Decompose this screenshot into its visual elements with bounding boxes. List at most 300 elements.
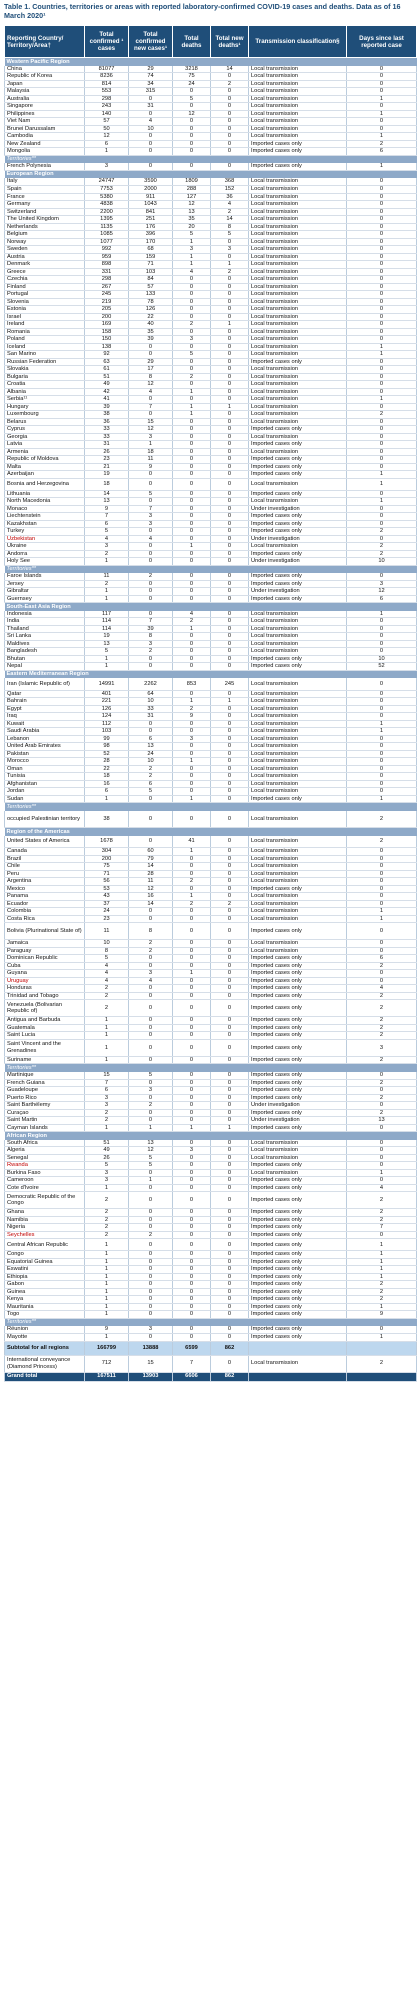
- cell-days: 1: [347, 795, 417, 803]
- cell-days: 0: [347, 1177, 417, 1185]
- cell-new-cases: 29: [129, 358, 173, 366]
- cell-total-cases: 11: [85, 923, 129, 940]
- cell-new-deaths: 0: [211, 456, 249, 464]
- cell-transmission: Local transmission: [249, 855, 347, 863]
- table-body: [5, 58, 417, 1382]
- cell-new-cases: 0: [129, 655, 173, 663]
- cell-total-deaths: 0: [173, 306, 211, 314]
- cell-days: 0: [347, 535, 417, 543]
- cell-country: Viet Nam: [5, 118, 85, 126]
- cell-total-cases: 33: [85, 433, 129, 441]
- cell-total-deaths: 41: [173, 836, 211, 848]
- cell-new-deaths: 2: [211, 900, 249, 908]
- cell-total-deaths: 2: [173, 900, 211, 908]
- cell-new-cases: 68: [129, 246, 173, 254]
- cell-country: Austria: [5, 253, 85, 261]
- cell-new-deaths: 2: [211, 80, 249, 88]
- cell-days: 0: [347, 1102, 417, 1110]
- cell-country: Saudi Arabia: [5, 728, 85, 736]
- cell-days: 1: [347, 1239, 417, 1251]
- cell-new-deaths: 0: [211, 1281, 249, 1289]
- cell-total-deaths: 0: [173, 328, 211, 336]
- cell-new-cases: 2: [129, 940, 173, 948]
- cell-new-cases: 0: [129, 95, 173, 103]
- table-row: [5, 1056, 417, 1064]
- cell-transmission: Local transmission: [249, 208, 347, 216]
- table-row: [5, 253, 417, 261]
- table-row: [5, 1079, 417, 1087]
- cell-new-deaths: 0: [211, 328, 249, 336]
- cell-days: 0: [347, 788, 417, 796]
- cell-transmission: Local transmission: [249, 418, 347, 426]
- cell-new-deaths: 0: [211, 238, 249, 246]
- cell-days: 0: [347, 640, 417, 648]
- cell-total-deaths: 1: [173, 893, 211, 901]
- cell-new-deaths: 0: [211, 573, 249, 580]
- cell-new-deaths: 0: [211, 1147, 249, 1155]
- table-row: [5, 373, 417, 381]
- cell-total-deaths: 0: [173, 580, 211, 588]
- cell-total-deaths: 0: [173, 923, 211, 940]
- cell-total-cases: 18: [85, 478, 129, 490]
- cell-total-cases: 12: [85, 133, 129, 141]
- cell-new-deaths: 0: [211, 962, 249, 970]
- region-header-row: [5, 670, 417, 678]
- cell-total-deaths: 0: [173, 118, 211, 126]
- cell-total-deaths: 288: [173, 186, 211, 194]
- cell-new-cases: 33: [129, 705, 173, 713]
- cell-country: Indonesia: [5, 611, 85, 618]
- cell-transmission: Imported cases only: [249, 970, 347, 978]
- table-row: [5, 1154, 417, 1162]
- cell-days: 0: [347, 758, 417, 766]
- cell-transmission: Under investigation: [249, 1117, 347, 1125]
- cell-new-deaths: 0: [211, 947, 249, 955]
- table-row: [5, 513, 417, 521]
- cell-new-cases: 0: [129, 588, 173, 596]
- cell-transmission: Imported cases only: [249, 513, 347, 521]
- cell-country: Liechtenstein: [5, 513, 85, 521]
- table-row: [5, 403, 417, 411]
- cell-days: 0: [347, 463, 417, 471]
- territories-header-row: [5, 803, 417, 811]
- table-row: [5, 1209, 417, 1217]
- cell-days: 0: [347, 418, 417, 426]
- cell-total-deaths: 0: [173, 283, 211, 291]
- cell-country: Canada: [5, 848, 85, 856]
- cell-transmission: Under investigation: [249, 505, 347, 513]
- cell-country: New Zealand: [5, 140, 85, 148]
- cell-new-cases: 78: [129, 298, 173, 306]
- cell-new-deaths: 14: [211, 66, 249, 73]
- table-row: [5, 1000, 417, 1017]
- cell-total-cases: 2: [85, 1000, 129, 1017]
- cell-country: Uruguay: [5, 977, 85, 985]
- table-row: [5, 1087, 417, 1095]
- region-name: Western Pacific Region: [5, 58, 417, 66]
- cell-country: Togo: [5, 1311, 85, 1319]
- cell-total-cases: 9: [85, 505, 129, 513]
- cell-new-cases: 0: [129, 343, 173, 351]
- cell-total-cases: 41: [85, 396, 129, 404]
- cell-total-cases: 1: [85, 1281, 129, 1289]
- table-row: [5, 336, 417, 344]
- cell-total-cases: 126: [85, 705, 129, 713]
- cell-total-cases: 42: [85, 388, 129, 396]
- cell-country: Sweden: [5, 246, 85, 254]
- cell-days: 0: [347, 441, 417, 449]
- cell-total-deaths: 20: [173, 223, 211, 231]
- cell-country: Holy See: [5, 558, 85, 566]
- cell-new-deaths: 0: [211, 418, 249, 426]
- cell-total-deaths: 0: [173, 811, 211, 828]
- cell-new-cases: 0: [129, 411, 173, 419]
- cell-country: France: [5, 193, 85, 201]
- table-row: [5, 351, 417, 359]
- cell-new-cases: 5: [129, 788, 173, 796]
- cell-new-cases: 13: [129, 1140, 173, 1147]
- cell-transmission: Local transmission: [249, 343, 347, 351]
- cell-days: 2: [347, 411, 417, 419]
- cell-new-cases: 0: [129, 140, 173, 148]
- cell-new-cases: 841: [129, 208, 173, 216]
- cell-new-deaths: 0: [211, 811, 249, 828]
- cell-total-cases: 1: [85, 663, 129, 671]
- cell-new-deaths: 0: [211, 1024, 249, 1032]
- table-row: [5, 1281, 417, 1289]
- cell-country: Serbia¹¹: [5, 396, 85, 404]
- cell-total-deaths: 0: [173, 962, 211, 970]
- cell-total-deaths: 1: [173, 698, 211, 706]
- cell-days: 0: [347, 947, 417, 955]
- cell-country: Faroe Islands: [5, 573, 85, 580]
- cell-new-cases: 57: [129, 283, 173, 291]
- cell-transmission: Imported cases only: [249, 1109, 347, 1117]
- cell-transmission: Local transmission: [249, 231, 347, 239]
- table-row: [5, 947, 417, 955]
- cell-country: Slovakia: [5, 366, 85, 374]
- subtotal-row: [5, 1341, 417, 1355]
- cell-country: Argentina: [5, 878, 85, 886]
- cell-total-cases: 23: [85, 915, 129, 923]
- cell-total-cases: 166799: [85, 1341, 129, 1355]
- cell-transmission: Imported cases only: [249, 1281, 347, 1289]
- cell-new-deaths: 0: [211, 1094, 249, 1102]
- cell-days: 52: [347, 663, 417, 671]
- cell-total-cases: 1: [85, 1017, 129, 1025]
- cell-total-cases: 245: [85, 291, 129, 299]
- cell-new-deaths: 0: [211, 970, 249, 978]
- cell-new-cases: 9: [129, 463, 173, 471]
- cell-country: Norway: [5, 238, 85, 246]
- cell-days: 6: [347, 955, 417, 963]
- cell-transmission: Local transmission: [249, 73, 347, 81]
- cell-new-cases: 5: [129, 1162, 173, 1170]
- cell-transmission: Local transmission: [249, 947, 347, 955]
- cell-transmission: Local transmission: [249, 811, 347, 828]
- cell-new-deaths: 0: [211, 915, 249, 923]
- territories-header-row: [5, 1318, 417, 1326]
- cell-country: Gabon: [5, 1281, 85, 1289]
- cell-new-cases: 74: [129, 73, 173, 81]
- cell-days: 1: [347, 728, 417, 736]
- cell-days: 0: [347, 306, 417, 314]
- cell-total-deaths: 0: [173, 528, 211, 536]
- cell-total-deaths: 0: [173, 947, 211, 955]
- cell-days: 0: [347, 456, 417, 464]
- cell-country: Malta: [5, 463, 85, 471]
- cell-days: 0: [347, 940, 417, 948]
- cell-total-deaths: 0: [173, 788, 211, 796]
- cell-new-deaths: 5: [211, 231, 249, 239]
- cell-total-deaths: 0: [173, 441, 211, 449]
- cell-days: 2: [347, 1079, 417, 1087]
- cell-new-deaths: 0: [211, 351, 249, 359]
- cell-new-deaths: 0: [211, 1326, 249, 1333]
- cell-country: Kuwait: [5, 720, 85, 728]
- cell-new-cases: 2: [129, 773, 173, 781]
- cell-days: 1: [347, 1303, 417, 1311]
- table-row: [5, 1162, 417, 1170]
- cell-country: Cote d'Ivoire: [5, 1184, 85, 1192]
- cell-total-deaths: 0: [173, 1216, 211, 1224]
- cell-country: Réunion: [5, 1326, 85, 1333]
- cell-new-deaths: 0: [211, 1192, 249, 1209]
- cell-transmission: Imported cases only: [249, 985, 347, 993]
- table-row: [5, 1266, 417, 1274]
- cell-total-deaths: 0: [173, 573, 211, 580]
- cell-total-cases: 5: [85, 648, 129, 656]
- cell-new-deaths: 152: [211, 186, 249, 194]
- cell-days: 0: [347, 505, 417, 513]
- table-row: [5, 193, 417, 201]
- cell-new-deaths: 0: [211, 992, 249, 1000]
- cell-total-cases: 51: [85, 1140, 129, 1147]
- cell-new-deaths: 0: [211, 765, 249, 773]
- cell-country: Equatorial Guinea: [5, 1258, 85, 1266]
- cell-total-deaths: 0: [173, 1017, 211, 1025]
- table-row: [5, 962, 417, 970]
- cell-total-deaths: 0: [173, 588, 211, 596]
- cell-new-deaths: 0: [211, 1079, 249, 1087]
- cell-total-cases: 31: [85, 441, 129, 449]
- cell-transmission: Local transmission: [249, 201, 347, 209]
- cell-total-cases: 1: [85, 1296, 129, 1304]
- cell-total-cases: 2: [85, 1231, 129, 1239]
- cell-total-deaths: 0: [173, 720, 211, 728]
- table-row: [5, 543, 417, 551]
- cell-new-deaths: 0: [211, 955, 249, 963]
- cell-transmission: Imported cases only: [249, 441, 347, 449]
- cell-total-cases: 75: [85, 863, 129, 871]
- cell-days: 0: [347, 178, 417, 185]
- cell-country: Bahrain: [5, 698, 85, 706]
- cell-transmission: Local transmission: [249, 261, 347, 269]
- cell-transmission: Imported cases only: [249, 977, 347, 985]
- cell-new-deaths: 0: [211, 795, 249, 803]
- cell-total-cases: 24747: [85, 178, 129, 185]
- cell-total-cases: 50: [85, 125, 129, 133]
- cell-country: Oman: [5, 765, 85, 773]
- cell-days: 7: [347, 1224, 417, 1232]
- cell-total-deaths: 9: [173, 713, 211, 721]
- cell-country: Spain: [5, 186, 85, 194]
- cell-days: [347, 1372, 417, 1381]
- cell-new-cases: 64: [129, 690, 173, 698]
- cell-total-deaths: 0: [173, 558, 211, 566]
- cell-total-cases: 959: [85, 253, 129, 261]
- cell-days: 0: [347, 870, 417, 878]
- cell-new-deaths: 0: [211, 1258, 249, 1266]
- cell-total-deaths: 0: [173, 885, 211, 893]
- cell-days: 0: [347, 433, 417, 441]
- cell-total-cases: 1: [85, 1266, 129, 1274]
- cell-new-deaths: 0: [211, 1216, 249, 1224]
- cell-days: 0: [347, 977, 417, 985]
- cell-days: 0: [347, 291, 417, 299]
- cell-new-cases: 4: [129, 388, 173, 396]
- cell-total-cases: 26: [85, 448, 129, 456]
- cell-new-deaths: 0: [211, 1334, 249, 1342]
- cell-total-deaths: 1: [173, 1124, 211, 1132]
- cell-days: 0: [347, 765, 417, 773]
- cell-days: 0: [347, 855, 417, 863]
- cell-total-deaths: 0: [173, 1224, 211, 1232]
- cell-total-deaths: 0: [173, 1102, 211, 1110]
- cell-days: 1: [347, 1169, 417, 1177]
- cell-total-deaths: 0: [173, 535, 211, 543]
- cell-new-deaths: 0: [211, 343, 249, 351]
- cell-country: Subtotal for all regions: [5, 1341, 85, 1355]
- cell-new-cases: 0: [129, 1000, 173, 1017]
- cell-new-deaths: 0: [211, 528, 249, 536]
- cell-transmission: Local transmission: [249, 366, 347, 374]
- cell-new-cases: 84: [129, 276, 173, 284]
- cell-total-deaths: 0: [173, 163, 211, 170]
- cell-new-cases: 911: [129, 193, 173, 201]
- table-row: [5, 411, 417, 419]
- cell-country: Paraguay: [5, 947, 85, 955]
- table-row: [5, 663, 417, 671]
- cell-transmission: Local transmission: [249, 381, 347, 389]
- cell-days: 0: [347, 923, 417, 940]
- cell-new-deaths: 0: [211, 1117, 249, 1125]
- table-row: [5, 140, 417, 148]
- cell-total-deaths: 0: [173, 1039, 211, 1056]
- cell-new-cases: 12: [129, 1147, 173, 1155]
- cell-total-cases: 1: [85, 558, 129, 566]
- cell-new-cases: 3590: [129, 178, 173, 185]
- cell-total-deaths: 0: [173, 633, 211, 641]
- cell-country: Saint Barthélemy: [5, 1102, 85, 1110]
- cell-country: Seychelles: [5, 1231, 85, 1239]
- cell-new-cases: 12: [129, 885, 173, 893]
- cell-new-deaths: 0: [211, 923, 249, 940]
- cell-country: Uzbekistan: [5, 535, 85, 543]
- cell-country: Egypt: [5, 705, 85, 713]
- table-row: [5, 426, 417, 434]
- table-row: [5, 690, 417, 698]
- cell-total-deaths: 0: [173, 1311, 211, 1319]
- cell-total-cases: 1: [85, 1288, 129, 1296]
- cell-total-deaths: 12: [173, 201, 211, 209]
- cell-total-cases: 28: [85, 758, 129, 766]
- cell-total-cases: 712: [85, 1355, 129, 1372]
- cell-transmission: Local transmission: [249, 900, 347, 908]
- cell-new-cases: 0: [129, 528, 173, 536]
- cell-days: 2: [347, 1216, 417, 1224]
- cell-new-deaths: 0: [211, 1109, 249, 1117]
- cell-total-cases: 43: [85, 893, 129, 901]
- cell-transmission: Imported cases only: [249, 1303, 347, 1311]
- cell-days: 1: [347, 133, 417, 141]
- cell-total-deaths: 0: [173, 1154, 211, 1162]
- grand-row: [5, 1372, 417, 1381]
- cell-new-cases: 39: [129, 625, 173, 633]
- cell-country: Romania: [5, 328, 85, 336]
- cell-transmission: Local transmission: [249, 915, 347, 923]
- cell-new-cases: 0: [129, 550, 173, 558]
- cell-days: 0: [347, 618, 417, 626]
- cell-total-cases: 992: [85, 246, 129, 254]
- cell-new-cases: 0: [129, 611, 173, 618]
- cell-total-cases: 1: [85, 588, 129, 596]
- cell-total-deaths: 0: [173, 343, 211, 351]
- cell-total-cases: 5: [85, 955, 129, 963]
- cell-new-cases: 12: [129, 381, 173, 389]
- cell-new-cases: 0: [129, 1288, 173, 1296]
- cell-total-cases: 26: [85, 1154, 129, 1162]
- cell-total-deaths: 0: [173, 396, 211, 404]
- cell-total-deaths: 0: [173, 276, 211, 284]
- cell-days: 1: [347, 1273, 417, 1281]
- cell-new-cases: 40: [129, 321, 173, 329]
- cell-new-deaths: 0: [211, 595, 249, 603]
- cell-transmission: Imported cases only: [249, 426, 347, 434]
- cell-transmission: Local transmission: [249, 478, 347, 490]
- cell-days: 0: [347, 878, 417, 886]
- cell-new-cases: 0: [129, 985, 173, 993]
- cell-days: 2: [347, 1288, 417, 1296]
- cell-country: Namibia: [5, 1216, 85, 1224]
- table-row: [5, 743, 417, 751]
- cell-new-cases: 0: [129, 1169, 173, 1177]
- cell-total-deaths: 5: [173, 231, 211, 239]
- cell-country: French Polynesia: [5, 163, 85, 170]
- cell-days: 1: [347, 1334, 417, 1342]
- cell-country: Venezuela (Bolivarian Republic of): [5, 1000, 85, 1017]
- cell-total-deaths: 0: [173, 513, 211, 521]
- cell-days: 0: [347, 520, 417, 528]
- cell-transmission: Local transmission: [249, 110, 347, 118]
- cell-days: 2: [347, 1109, 417, 1117]
- cell-total-cases: 1: [85, 1056, 129, 1064]
- cell-new-cases: 3: [129, 1087, 173, 1095]
- cell-transmission: Local transmission: [249, 276, 347, 284]
- cell-total-cases: 1: [85, 1039, 129, 1056]
- cell-new-deaths: 0: [211, 720, 249, 728]
- cell-new-deaths: 0: [211, 625, 249, 633]
- cell-country: Suriname: [5, 1056, 85, 1064]
- cell-days: 1: [347, 343, 417, 351]
- cell-new-deaths: 0: [211, 358, 249, 366]
- cell-days: 0: [347, 490, 417, 498]
- cell-transmission: Local transmission: [249, 690, 347, 698]
- cell-days: 0: [347, 750, 417, 758]
- cell-new-cases: 6: [129, 780, 173, 788]
- cell-total-cases: 6: [85, 788, 129, 796]
- cell-transmission: Local transmission: [249, 878, 347, 886]
